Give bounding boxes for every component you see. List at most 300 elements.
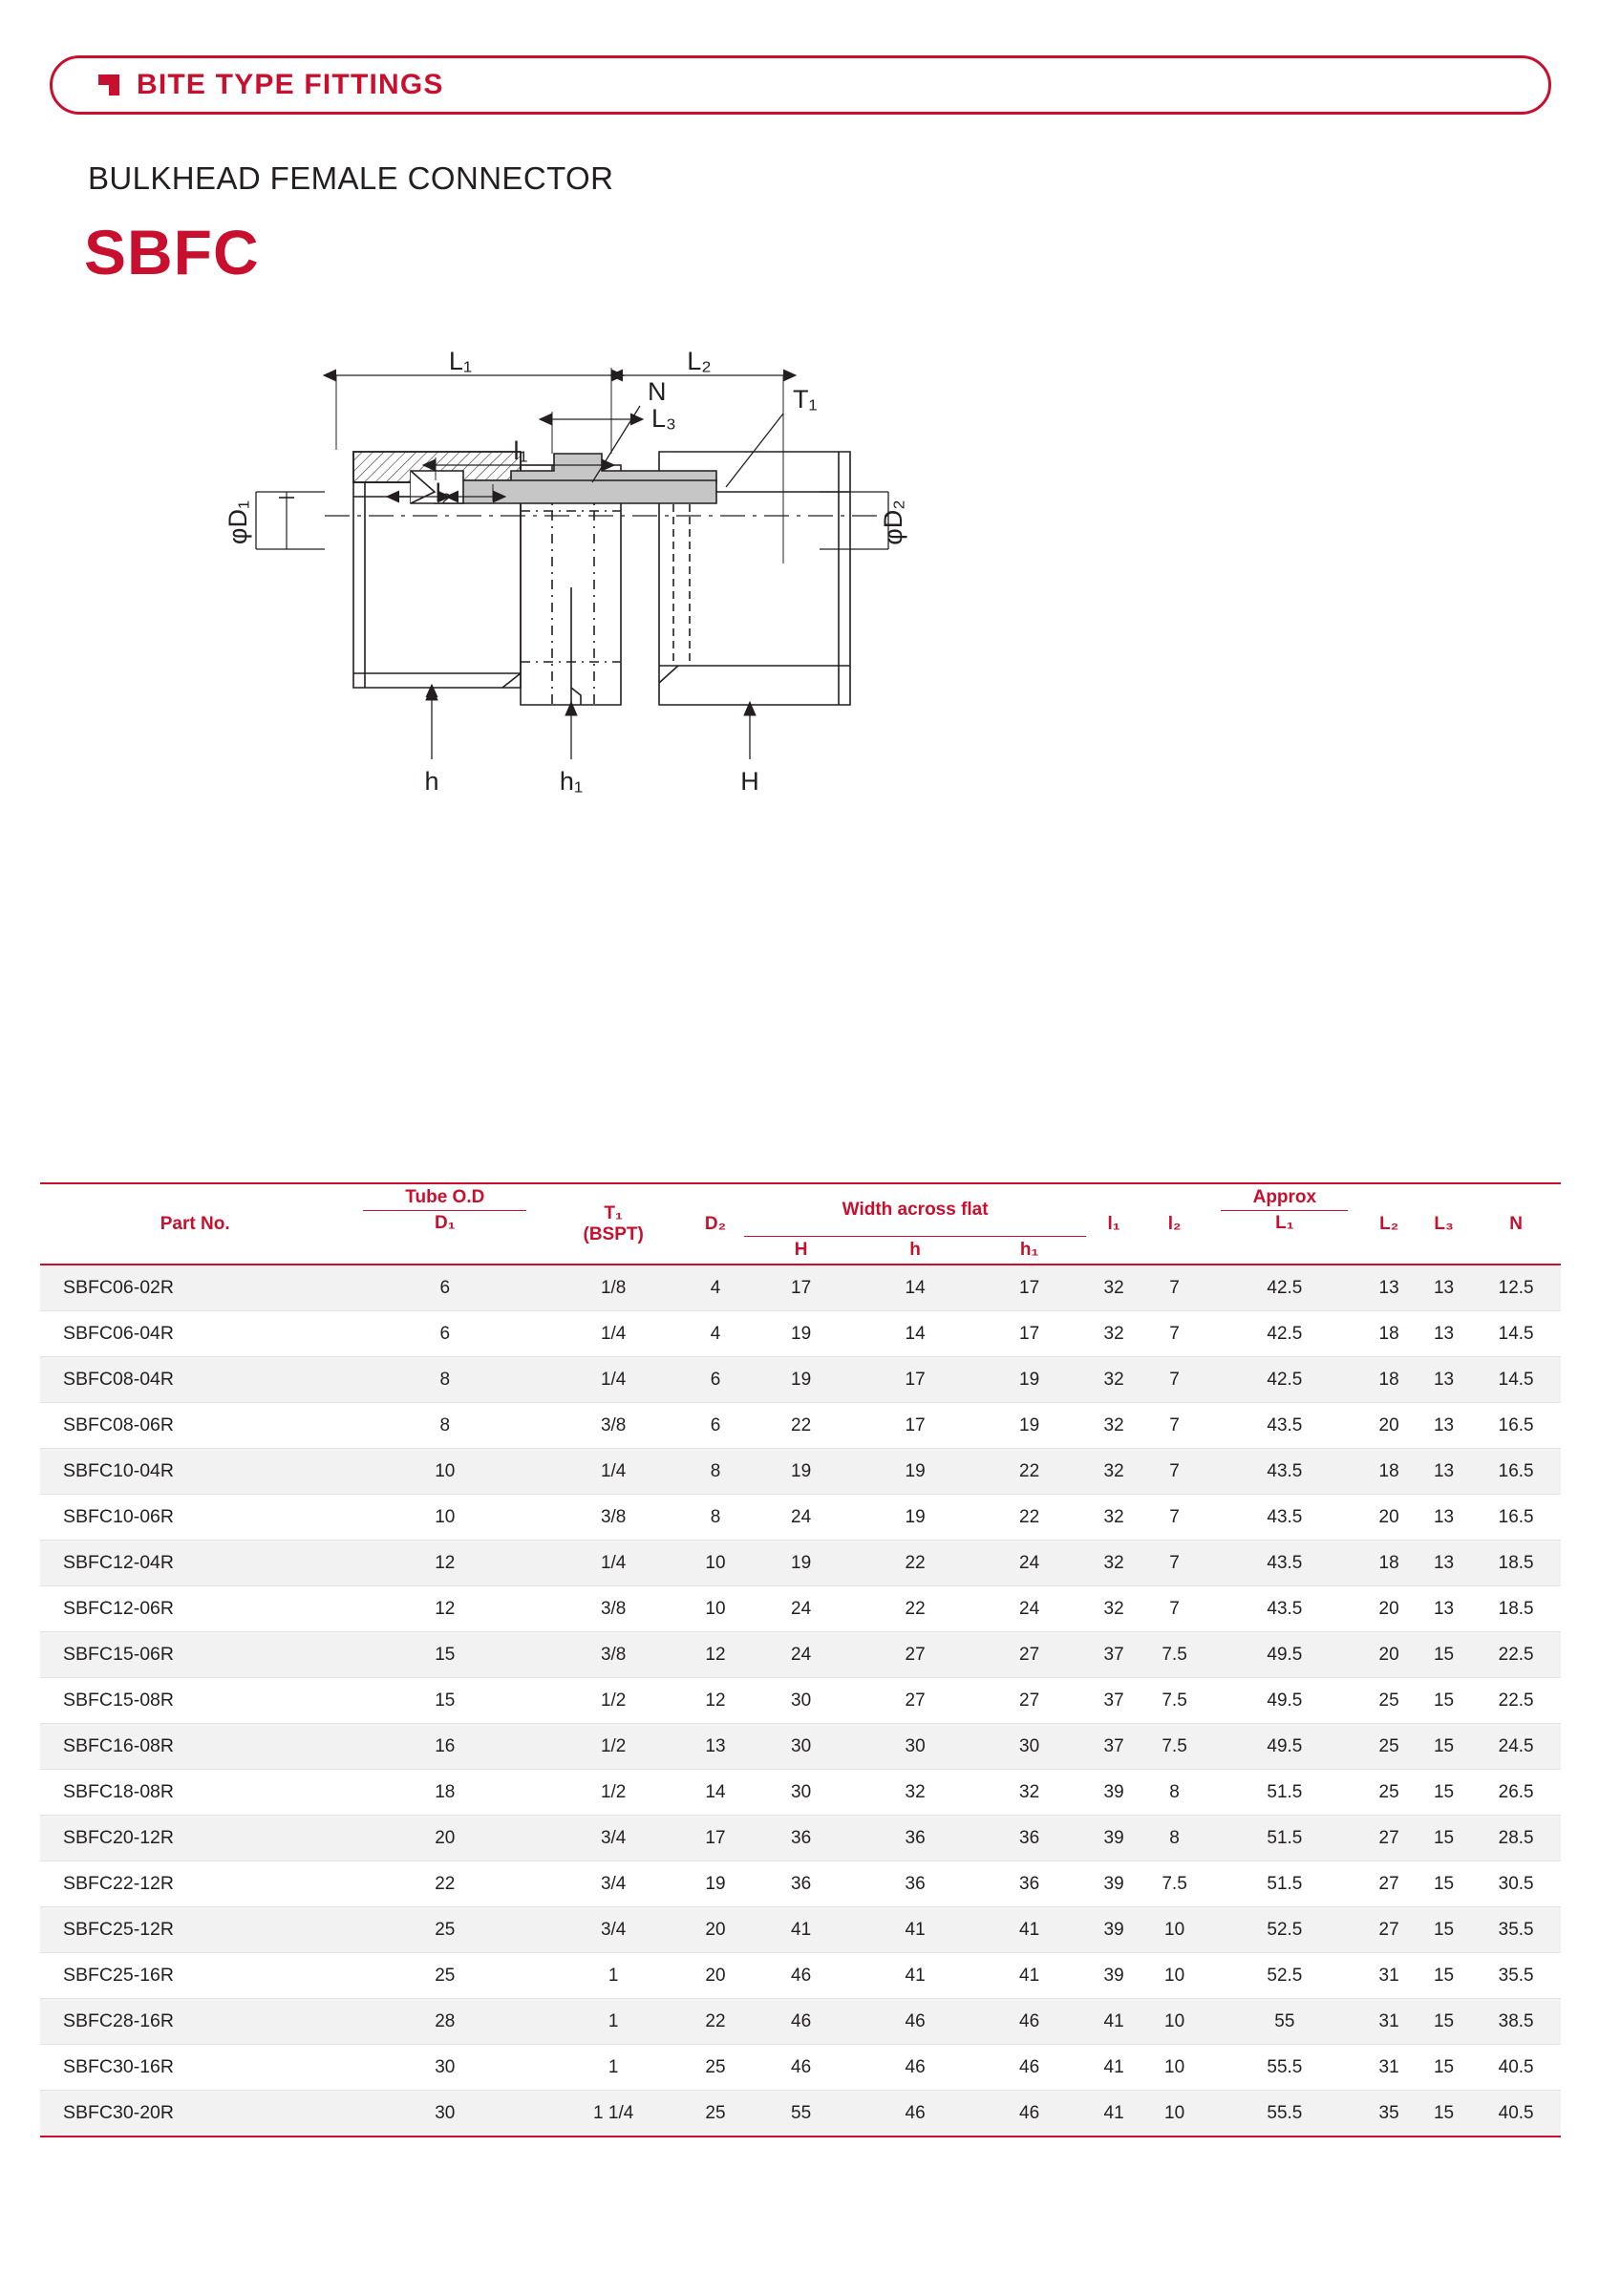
cell-part-no: SBFC10-04R (40, 1449, 350, 1495)
cell-h: 14 (858, 1265, 971, 1311)
cell-d1: 16 (350, 1724, 540, 1770)
cell-t1: 1 (540, 2045, 687, 2091)
table-row[interactable] (40, 1357, 1561, 1403)
cell-L3: 15 (1417, 1999, 1471, 2045)
cell-t1: 1 1/4 (540, 2091, 687, 2137)
cell-L3: 13 (1417, 1311, 1471, 1357)
table-row[interactable] (40, 1403, 1561, 1449)
cell-l1: 39 (1086, 1907, 1141, 1953)
cell-L1: 43.5 (1207, 1541, 1361, 1586)
cell-h1: 24 (972, 1586, 1087, 1632)
table-row[interactable] (40, 1632, 1561, 1678)
brand-mark-icon (98, 74, 119, 96)
cell-L1: 43.5 (1207, 1495, 1361, 1541)
table-row[interactable] (40, 2091, 1561, 2137)
cell-l1: 32 (1086, 1449, 1141, 1495)
cell-d2: 4 (687, 1311, 744, 1357)
cell-d2: 13 (687, 1724, 744, 1770)
cell-d2: 10 (687, 1541, 744, 1586)
cell-l2: 7 (1141, 1541, 1208, 1586)
cell-H: 55 (744, 2091, 858, 2137)
cell-N: 16.5 (1471, 1495, 1561, 1541)
cell-N: 22.5 (1471, 1678, 1561, 1724)
cell-L2: 25 (1361, 1770, 1416, 1816)
cell-l2: 7 (1141, 1311, 1208, 1357)
cell-t1: 1/4 (540, 1311, 687, 1357)
cell-H: 17 (744, 1265, 858, 1311)
cell-H: 19 (744, 1541, 858, 1586)
cell-L3: 13 (1417, 1495, 1471, 1541)
cell-h1: 30 (972, 1724, 1087, 1770)
cell-part-no: SBFC18-08R (40, 1770, 350, 1816)
cell-d2: 10 (687, 1586, 744, 1632)
cell-h: 17 (858, 1357, 971, 1403)
cell-N: 40.5 (1471, 2091, 1561, 2137)
col-tube-od (350, 1183, 540, 1237)
cell-L2: 35 (1361, 2091, 1416, 2137)
cell-d1: 10 (350, 1495, 540, 1541)
cell-L1: 43.5 (1207, 1403, 1361, 1449)
table-row[interactable] (40, 1724, 1561, 1770)
cell-L1: 55 (1207, 1999, 1361, 2045)
cell-N: 14.5 (1471, 1357, 1561, 1403)
cell-H: 19 (744, 1311, 858, 1357)
cell-l2: 8 (1141, 1770, 1208, 1816)
cell-h: 36 (858, 1861, 971, 1907)
col-approx (1207, 1183, 1361, 1237)
cell-t1: 3/8 (540, 1586, 687, 1632)
cell-L3: 15 (1417, 1770, 1471, 1816)
cell-h: 41 (858, 1907, 971, 1953)
cell-L1: 43.5 (1207, 1586, 1361, 1632)
technical-drawing (224, 347, 1337, 1084)
cell-d2: 19 (687, 1861, 744, 1907)
product-code-title: SBFC (84, 217, 260, 287)
cell-d2: 22 (687, 1999, 744, 2045)
cell-h1: 41 (972, 1907, 1087, 1953)
cell-l2: 10 (1141, 1999, 1208, 2045)
cell-part-no: SBFC06-02R (40, 1265, 350, 1311)
col-tube-od-blank (350, 1237, 540, 1265)
cell-l2: 8 (1141, 1816, 1208, 1861)
cell-h1: 19 (972, 1357, 1087, 1403)
cell-N: 18.5 (1471, 1586, 1561, 1632)
cell-d1: 18 (350, 1770, 540, 1816)
col-approx-blank (1207, 1237, 1361, 1265)
table-row[interactable] (40, 2045, 1561, 2091)
cell-h: 22 (858, 1541, 971, 1586)
cell-l1: 32 (1086, 1586, 1141, 1632)
cell-part-no: SBFC20-12R (40, 1816, 350, 1861)
cell-H: 41 (744, 1907, 858, 1953)
cell-h: 19 (858, 1495, 971, 1541)
cell-L2: 27 (1361, 1816, 1416, 1861)
col-approx-label: Approx (1252, 1187, 1317, 1207)
cell-d1: 25 (350, 1907, 540, 1953)
cell-L1: 55.5 (1207, 2045, 1361, 2091)
cell-L2: 27 (1361, 1907, 1416, 1953)
table-row[interactable] (40, 1265, 1561, 1311)
col-d2: D₂ (687, 1183, 744, 1265)
table-row[interactable] (40, 1907, 1561, 1953)
table-row[interactable] (40, 1953, 1561, 1999)
cell-l1: 41 (1086, 2045, 1141, 2091)
cell-H: 46 (744, 2045, 858, 2091)
cell-h1: 27 (972, 1678, 1087, 1724)
cell-d2: 12 (687, 1678, 744, 1724)
col-tube-od-label: Tube O.D (405, 1187, 485, 1207)
col-approx-sub: L₁ (1221, 1210, 1348, 1234)
cell-L1: 43.5 (1207, 1449, 1361, 1495)
cell-H: 19 (744, 1449, 858, 1495)
cell-h: 32 (858, 1770, 971, 1816)
cell-d1: 12 (350, 1586, 540, 1632)
cell-L3: 15 (1417, 1953, 1471, 1999)
label-L3: L₃ (651, 404, 677, 433)
cell-part-no: SBFC12-06R (40, 1586, 350, 1632)
cell-d1: 25 (350, 1953, 540, 1999)
cell-N: 40.5 (1471, 2045, 1561, 2091)
table-row[interactable] (40, 1311, 1561, 1357)
cell-H: 24 (744, 1495, 858, 1541)
cell-part-no: SBFC15-08R (40, 1678, 350, 1724)
cell-L2: 25 (1361, 1678, 1416, 1724)
cell-t1: 1/2 (540, 1770, 687, 1816)
cell-part-no: SBFC25-16R (40, 1953, 350, 1999)
cell-t1: 1/2 (540, 1678, 687, 1724)
table-row[interactable] (40, 1449, 1561, 1495)
cell-d1: 15 (350, 1632, 540, 1678)
table-row[interactable] (40, 1816, 1561, 1861)
table-row[interactable] (40, 1678, 1561, 1724)
cell-part-no: SBFC08-04R (40, 1357, 350, 1403)
cell-h: 17 (858, 1403, 971, 1449)
label-L1: L₁ (448, 347, 473, 375)
cell-h1: 46 (972, 1999, 1087, 2045)
cell-H: 36 (744, 1816, 858, 1861)
cell-L1: 52.5 (1207, 1907, 1361, 1953)
cell-h1: 27 (972, 1632, 1087, 1678)
cell-l1: 37 (1086, 1632, 1141, 1678)
cell-N: 16.5 (1471, 1449, 1561, 1495)
cell-h1: 41 (972, 1953, 1087, 1999)
cell-d1: 12 (350, 1541, 540, 1586)
spec-table-container (40, 1182, 1561, 2137)
cell-t1: 3/8 (540, 1403, 687, 1449)
cell-h1: 22 (972, 1449, 1087, 1495)
cell-h: 27 (858, 1678, 971, 1724)
cell-l2: 7 (1141, 1265, 1208, 1311)
cell-d1: 30 (350, 2045, 540, 2091)
cell-L2: 20 (1361, 1632, 1416, 1678)
cell-l1: 32 (1086, 1357, 1141, 1403)
cell-l1: 32 (1086, 1403, 1141, 1449)
cell-L3: 15 (1417, 2091, 1471, 2137)
cell-L2: 27 (1361, 1861, 1416, 1907)
cell-part-no: SBFC28-16R (40, 1999, 350, 2045)
cell-part-no: SBFC08-06R (40, 1403, 350, 1449)
cell-d2: 20 (687, 1907, 744, 1953)
cell-d1: 6 (350, 1265, 540, 1311)
cell-L3: 13 (1417, 1586, 1471, 1632)
cell-l1: 41 (1086, 2091, 1141, 2137)
cell-t1: 1 (540, 1999, 687, 2045)
label-L2: L₂ (687, 347, 712, 375)
label-D1: φD₁ (224, 500, 252, 545)
cell-h1: 19 (972, 1403, 1087, 1449)
spec-table (40, 1182, 1561, 2137)
cell-l2: 7.5 (1141, 1861, 1208, 1907)
cell-L2: 31 (1361, 2045, 1416, 2091)
section-banner (50, 55, 1551, 115)
cell-L1: 55.5 (1207, 2091, 1361, 2137)
cell-t1: 1/8 (540, 1265, 687, 1311)
cell-d2: 4 (687, 1265, 744, 1311)
cell-h: 46 (858, 2045, 971, 2091)
cell-part-no: SBFC25-12R (40, 1907, 350, 1953)
col-tube-od-sub: D₁ (363, 1210, 526, 1234)
cell-H: 22 (744, 1403, 858, 1449)
cell-part-no: SBFC15-06R (40, 1632, 350, 1678)
cell-H: 46 (744, 1953, 858, 1999)
cell-H: 36 (744, 1861, 858, 1907)
cell-N: 18.5 (1471, 1541, 1561, 1586)
cell-l1: 37 (1086, 1724, 1141, 1770)
cell-L1: 51.5 (1207, 1861, 1361, 1907)
cell-l2: 10 (1141, 2091, 1208, 2137)
cell-t1: 1/4 (540, 1357, 687, 1403)
cell-part-no: SBFC16-08R (40, 1724, 350, 1770)
cell-L3: 15 (1417, 2045, 1471, 2091)
table-row[interactable] (40, 1999, 1561, 2045)
col-L3: L₃ (1417, 1183, 1471, 1265)
spec-table-head (40, 1183, 1561, 1265)
col-N: N (1471, 1183, 1561, 1265)
cell-L1: 51.5 (1207, 1770, 1361, 1816)
label-h: h (424, 767, 439, 796)
cell-d1: 28 (350, 1999, 540, 2045)
cell-N: 35.5 (1471, 1953, 1561, 1999)
label-H: H (740, 767, 759, 796)
cell-d2: 17 (687, 1816, 744, 1861)
cell-l2: 7.5 (1141, 1724, 1208, 1770)
cell-d1: 8 (350, 1403, 540, 1449)
cell-L2: 18 (1361, 1449, 1416, 1495)
cell-d2: 25 (687, 2045, 744, 2091)
col-l1-small: l₁ (1086, 1183, 1141, 1265)
cell-h1: 46 (972, 2091, 1087, 2137)
cell-d2: 6 (687, 1403, 744, 1449)
cell-N: 22.5 (1471, 1632, 1561, 1678)
col-h1: h₁ (1019, 1240, 1039, 1261)
cell-l1: 39 (1086, 1816, 1141, 1861)
cell-L2: 18 (1361, 1357, 1416, 1403)
cell-L2: 31 (1361, 1953, 1416, 1999)
cell-H: 24 (744, 1632, 858, 1678)
cell-h1: 46 (972, 2045, 1087, 2091)
table-row[interactable] (40, 1495, 1561, 1541)
cell-part-no: SBFC22-12R (40, 1861, 350, 1907)
table-row[interactable] (40, 1861, 1561, 1907)
col-h: h (909, 1240, 921, 1261)
cell-part-no: SBFC30-16R (40, 2045, 350, 2091)
label-T1: T₁ (793, 385, 818, 414)
cell-t1: 3/4 (540, 1907, 687, 1953)
cell-t1: 3/8 (540, 1632, 687, 1678)
cell-t1: 1/2 (540, 1724, 687, 1770)
cell-H: 24 (744, 1586, 858, 1632)
col-t1-sub: (BSPT) (583, 1223, 644, 1244)
cell-L2: 13 (1361, 1265, 1416, 1311)
cell-t1: 3/4 (540, 1861, 687, 1907)
col-t1-label: T₁ (604, 1202, 623, 1223)
cell-L3: 13 (1417, 1403, 1471, 1449)
cell-d1: 6 (350, 1311, 540, 1357)
product-subtitle: BULKHEAD FEMALE CONNECTOR (88, 160, 614, 196)
cell-H: 19 (744, 1357, 858, 1403)
cell-d1: 10 (350, 1449, 540, 1495)
label-N: N (648, 377, 667, 406)
cell-L3: 15 (1417, 1907, 1471, 1953)
cell-H: 30 (744, 1678, 858, 1724)
cell-L3: 13 (1417, 1265, 1471, 1311)
cell-l2: 7.5 (1141, 1678, 1208, 1724)
cell-H: 46 (744, 1999, 858, 2045)
cell-d2: 8 (687, 1449, 744, 1495)
col-part-no: Part No. (40, 1183, 350, 1265)
cell-d1: 22 (350, 1861, 540, 1907)
cell-h1: 17 (972, 1265, 1087, 1311)
cell-L2: 20 (1361, 1495, 1416, 1541)
cell-d1: 30 (350, 2091, 540, 2137)
cell-L2: 20 (1361, 1586, 1416, 1632)
cell-t1: 1/4 (540, 1541, 687, 1586)
cell-N: 30.5 (1471, 1861, 1561, 1907)
cell-N: 16.5 (1471, 1403, 1561, 1449)
cell-H: 30 (744, 1724, 858, 1770)
label-l2: l₂ (435, 478, 452, 507)
cell-h1: 32 (972, 1770, 1087, 1816)
col-L2: L₂ (1361, 1183, 1416, 1265)
cell-L1: 42.5 (1207, 1311, 1361, 1357)
cell-h1: 17 (972, 1311, 1087, 1357)
cell-t1: 1/4 (540, 1449, 687, 1495)
label-h1: h₁ (559, 767, 584, 796)
cell-part-no: SBFC30-20R (40, 2091, 350, 2137)
cell-h: 46 (858, 1999, 971, 2045)
cell-N: 12.5 (1471, 1265, 1561, 1311)
table-row[interactable] (40, 1770, 1561, 1816)
cell-L2: 25 (1361, 1724, 1416, 1770)
cell-L3: 15 (1417, 1678, 1471, 1724)
cell-l2: 7 (1141, 1449, 1208, 1495)
cell-L3: 15 (1417, 1816, 1471, 1861)
cell-l1: 32 (1086, 1311, 1141, 1357)
cell-h1: 36 (972, 1816, 1087, 1861)
cell-d1: 8 (350, 1357, 540, 1403)
cell-h1: 24 (972, 1541, 1087, 1586)
cell-L3: 13 (1417, 1357, 1471, 1403)
cell-L1: 42.5 (1207, 1265, 1361, 1311)
cell-H: 30 (744, 1770, 858, 1816)
banner-title: BITE TYPE FITTINGS (137, 69, 444, 100)
cell-N: 26.5 (1471, 1770, 1561, 1816)
cell-d2: 25 (687, 2091, 744, 2137)
cell-N: 28.5 (1471, 1816, 1561, 1861)
cell-N: 24.5 (1471, 1724, 1561, 1770)
cell-l1: 39 (1086, 1953, 1141, 1999)
cell-part-no: SBFC10-06R (40, 1495, 350, 1541)
cell-l1: 39 (1086, 1861, 1141, 1907)
cell-L2: 20 (1361, 1403, 1416, 1449)
cell-l2: 7 (1141, 1403, 1208, 1449)
cell-d1: 20 (350, 1816, 540, 1861)
cell-N: 35.5 (1471, 1907, 1561, 1953)
cell-h: 19 (858, 1449, 971, 1495)
cell-L2: 18 (1361, 1311, 1416, 1357)
cell-h: 30 (858, 1724, 971, 1770)
cell-t1: 3/4 (540, 1816, 687, 1861)
cell-h: 46 (858, 2091, 971, 2137)
cell-l1: 39 (1086, 1770, 1141, 1816)
cell-l1: 37 (1086, 1678, 1141, 1724)
cell-h: 41 (858, 1953, 971, 1999)
cell-l2: 7 (1141, 1357, 1208, 1403)
cell-d2: 8 (687, 1495, 744, 1541)
cell-h: 27 (858, 1632, 971, 1678)
cell-d2: 6 (687, 1357, 744, 1403)
cell-d2: 20 (687, 1953, 744, 1999)
cell-h: 22 (858, 1586, 971, 1632)
cell-L3: 15 (1417, 1861, 1471, 1907)
spec-table-body (40, 1265, 1561, 2137)
cell-l2: 10 (1141, 2045, 1208, 2091)
cell-L1: 42.5 (1207, 1357, 1361, 1403)
cell-l1: 32 (1086, 1495, 1141, 1541)
cell-N: 38.5 (1471, 1999, 1561, 2045)
cell-l2: 7 (1141, 1586, 1208, 1632)
cell-h1: 36 (972, 1861, 1087, 1907)
cell-h: 14 (858, 1311, 971, 1357)
cell-L3: 15 (1417, 1632, 1471, 1678)
table-row[interactable] (40, 1586, 1561, 1632)
cell-L1: 49.5 (1207, 1678, 1361, 1724)
cell-l1: 32 (1086, 1265, 1141, 1311)
cell-L2: 31 (1361, 1999, 1416, 2045)
cell-L1: 49.5 (1207, 1724, 1361, 1770)
label-D2: φD₂ (879, 500, 907, 545)
cell-L3: 13 (1417, 1449, 1471, 1495)
cell-part-no: SBFC06-04R (40, 1311, 350, 1357)
cell-l2: 7 (1141, 1495, 1208, 1541)
cell-l2: 10 (1141, 1953, 1208, 1999)
cell-l1: 32 (1086, 1541, 1141, 1586)
cell-L1: 52.5 (1207, 1953, 1361, 1999)
cell-l1: 41 (1086, 1999, 1141, 2045)
table-row[interactable] (40, 1541, 1561, 1586)
col-t1 (540, 1183, 687, 1265)
cell-d2: 14 (687, 1770, 744, 1816)
cell-h: 36 (858, 1816, 971, 1861)
cell-L3: 15 (1417, 1724, 1471, 1770)
cell-L1: 49.5 (1207, 1632, 1361, 1678)
cell-l2: 10 (1141, 1907, 1208, 1953)
cell-N: 14.5 (1471, 1311, 1561, 1357)
cell-part-no: SBFC12-04R (40, 1541, 350, 1586)
col-width-across-flat: Width across flat (744, 1183, 1087, 1237)
cell-t1: 1 (540, 1953, 687, 1999)
cell-h1: 22 (972, 1495, 1087, 1541)
